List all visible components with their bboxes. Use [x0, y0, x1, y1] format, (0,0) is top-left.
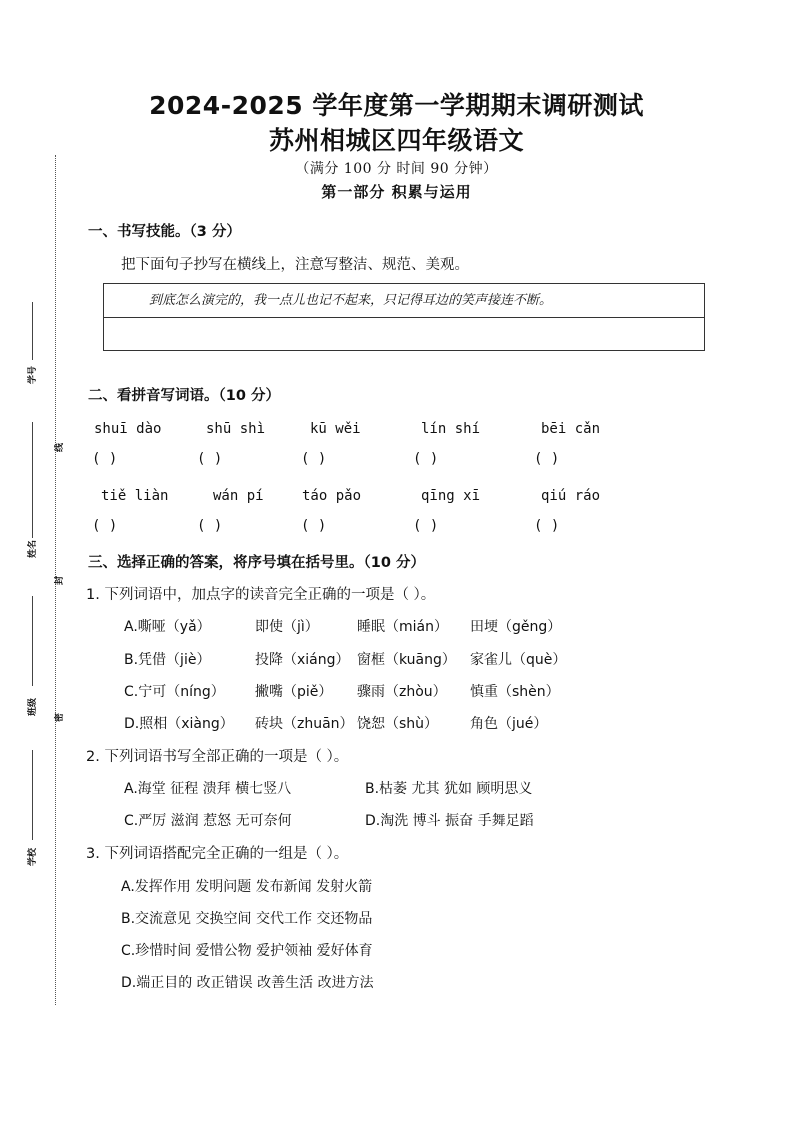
answer-blank[interactable]: ( )	[413, 451, 439, 467]
name-line	[32, 422, 33, 538]
student-id-line	[32, 302, 33, 360]
class-label: 班级	[28, 697, 38, 716]
seal-char-line: 线	[55, 442, 65, 452]
pinyin-item: shuī dào	[94, 421, 162, 437]
answer-blank[interactable]: ( )	[301, 451, 327, 467]
q1-option-a-word: 睡眠（mián）	[357, 619, 448, 635]
q1-option-c: C.宁可（níng）	[124, 684, 225, 700]
section1-heading: 一、书写技能。（3 分）	[88, 224, 241, 240]
answer-blank[interactable]: ( )	[534, 451, 560, 467]
q1-option-d-word: 角色（jué）	[470, 716, 548, 732]
pinyin-item: lín shí	[421, 421, 481, 437]
q3-option-a: A.发挥作用 发明问题 发布新闻 发射火箭	[121, 879, 373, 895]
q1-option-a: A.嘶哑（yǎ）	[124, 619, 211, 635]
writing-line	[104, 317, 704, 318]
q1-option-c-word: 骤雨（zhòu）	[357, 684, 447, 700]
q2-option-c: C.严厉 滋润 惹怒 无可奈何	[124, 813, 292, 829]
q1-stem: 1. 下列词语中，加点字的读音完全正确的一项是（ ）。	[86, 587, 436, 603]
pinyin-item: bēi cǎn	[541, 421, 601, 437]
q1-option-b-word: 投降（xiáng）	[255, 652, 350, 668]
exam-subtitle: 苏州相城区四年级语文	[268, 126, 524, 155]
seal-char-secret: 密	[55, 712, 65, 722]
q1-option-c-word: 撇嘴（piě）	[255, 684, 333, 700]
answer-blank[interactable]: ( )	[92, 518, 118, 534]
q1-option-a-word: 田埂（gěng）	[470, 619, 562, 635]
answer-blank[interactable]: ( )	[92, 451, 118, 467]
q2-option-d: D.淘洗 博斗 振奋 手舞足蹈	[365, 813, 534, 829]
name-label: 姓名	[28, 539, 38, 558]
q3-stem: 3. 下列词语搭配完全正确的一组是（ ）。	[86, 846, 349, 862]
q1-option-d-word: 饶恕（shù）	[357, 716, 439, 732]
q1-option-d: D.照相（xiàng）	[124, 716, 234, 732]
q1-option-c-word: 慎重（shèn）	[470, 684, 560, 700]
answer-blank[interactable]: ( )	[197, 451, 223, 467]
seal-char-seal: 封	[55, 575, 65, 585]
copy-writing-box	[103, 283, 705, 351]
q1-option-b-word: 窗框（kuāng）	[357, 652, 456, 668]
student-id-label: 学号	[28, 365, 38, 384]
exam-info: （满分 100 分 时间 90 分钟）	[295, 161, 498, 177]
pinyin-item: qiú ráo	[541, 488, 601, 504]
sample-sentence: 到底怎么演完的，我一点儿也记不起来，只记得耳边的笑声接连不断。	[149, 293, 553, 308]
q1-option-a-word: 即使（jì）	[255, 619, 319, 635]
pinyin-item: táo pǎo	[302, 488, 362, 504]
q3-option-b: B.交流意见 交换空间 交代工作 交还物品	[121, 911, 373, 927]
q2-stem: 2. 下列词语书写全部正确的一项是（ ）。	[86, 749, 349, 765]
section2-heading: 二、看拼音写词语。（10 分）	[88, 388, 280, 404]
answer-blank[interactable]: ( )	[197, 518, 223, 534]
answer-blank[interactable]: ( )	[301, 518, 327, 534]
answer-blank[interactable]: ( )	[534, 518, 560, 534]
pinyin-item: qīng xī	[421, 488, 481, 504]
section1-instruction: 把下面句子抄写在横线上，注意写整洁、规范、美观。	[121, 257, 469, 273]
q1-option-b-word: 家雀儿（què）	[470, 652, 567, 668]
pinyin-item: tiě liàn	[101, 488, 169, 504]
pinyin-item: shū shì	[206, 421, 266, 437]
q1-option-b: B.凭借（jiè）	[124, 652, 211, 668]
answer-blank[interactable]: ( )	[413, 518, 439, 534]
q3-option-c: C.珍惜时间 爱惜公物 爱护领袖 爱好体育	[121, 943, 373, 959]
school-line	[32, 750, 33, 840]
pinyin-item: wán pí	[213, 488, 264, 504]
q2-option-a: A.海堂 征程 溃拜 横七竖八	[124, 781, 292, 797]
section3-heading: 三、选择正确的答案，将序号填在括号里。（10 分）	[88, 555, 425, 571]
class-line	[32, 596, 33, 686]
school-label: 学校	[28, 847, 38, 866]
q1-option-d-word: 砖块（zhuān）	[255, 716, 354, 732]
q2-option-b: B.枯萎 尤其 犹如 顾明思义	[365, 781, 533, 797]
exam-title: 2024-2025 学年度第一学期期末调研测试	[149, 91, 644, 120]
q3-option-d: D.端正目的 改正错误 改善生活 改进方法	[121, 975, 374, 991]
pinyin-item: kū wěi	[310, 421, 361, 437]
part-heading: 第一部分 积累与运用	[321, 183, 472, 201]
